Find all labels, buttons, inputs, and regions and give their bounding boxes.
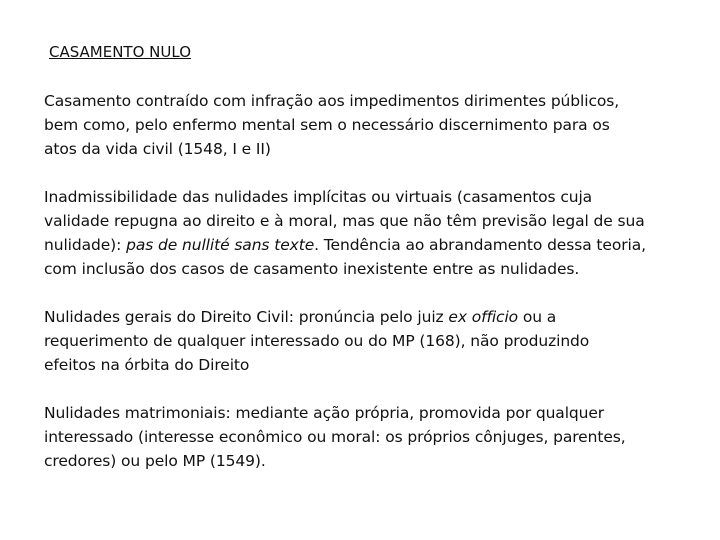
slide-title: CASAMENTO NULO <box>49 43 192 61</box>
text-line: Nulidades gerais do Direito Civil: pronúncia pelo juiz ex officio ou a <box>44 308 557 326</box>
text-line: Nulidades matrimoniais: mediante ação própria, promovida por qualquer <box>44 404 605 422</box>
text-line: credores) ou pelo MP (1549). <box>44 452 266 470</box>
text-line: bem como, pelo enfermo mental sem o necessário discernimento para os <box>44 116 610 134</box>
text-line: com inclusão dos casos de casamento inexistente entre as nulidades. <box>44 260 580 278</box>
paragraph-casamento-contraido <box>44 89 694 161</box>
latin-maxim: pas de nullité sans texte <box>126 236 315 254</box>
slide-body <box>44 89 694 473</box>
text-line: validade repugna ao direito e à moral, mas que não têm previsão legal de sua <box>44 212 645 230</box>
text-line: interessado (interesse econômico ou moral: os próprios cônjuges, parentes, <box>44 428 626 446</box>
text-line: atos da vida civil (1548, I e II) <box>44 140 271 158</box>
text-line: requerimento de qualquer interessado ou do MP (168), não produzindo <box>44 332 590 350</box>
text-line: efeitos na órbita do Direito <box>44 356 250 374</box>
text-line: Inadmissibilidade das nulidades implícitas ou virtuais (casamentos cuja <box>44 188 593 206</box>
text-line: nulidade): pas de nullité sans texte. Tendência ao abrandamento dessa teoria, <box>44 236 646 254</box>
paragraph-nulidades-gerais <box>44 305 694 377</box>
latin-term: ex officio <box>448 308 519 326</box>
text-line: Casamento contraído com infração aos impedimentos dirimentes públicos, <box>44 92 620 110</box>
paragraph-inadmissibilidade <box>44 185 694 281</box>
paragraph-nulidades-matrimoniais <box>44 401 694 473</box>
